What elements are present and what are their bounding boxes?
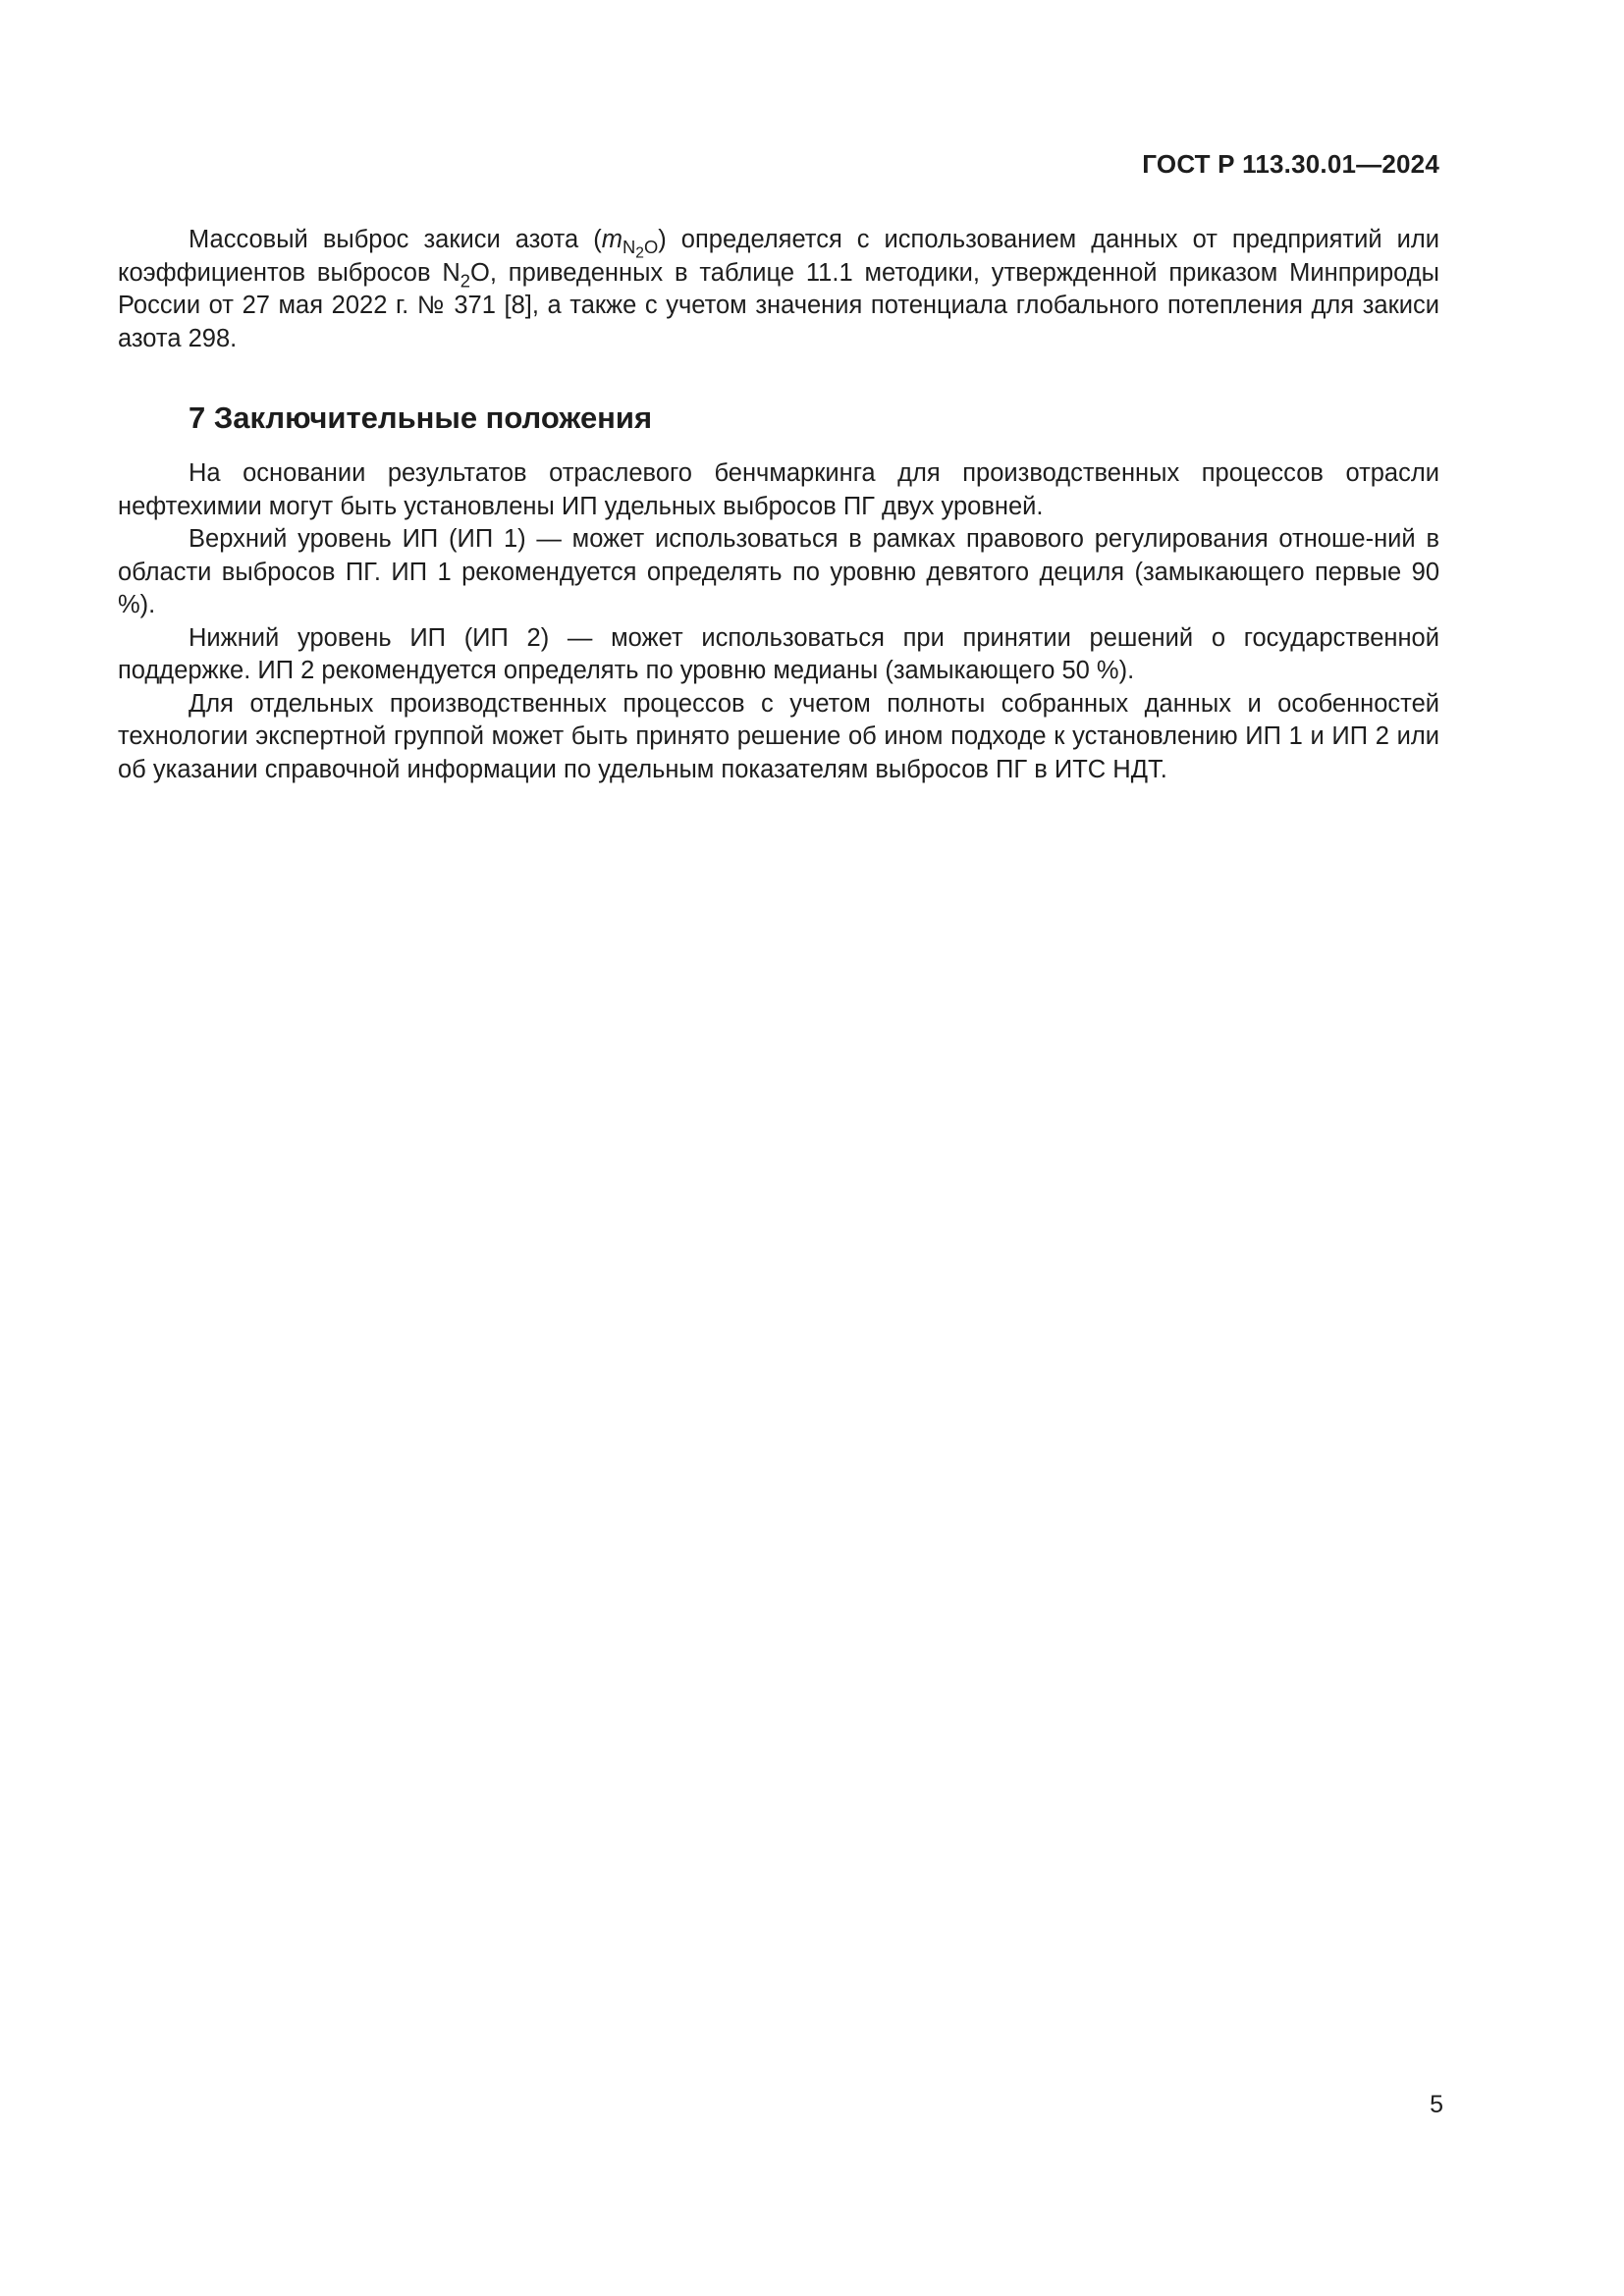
mass-variable-subscript (623, 237, 659, 263)
section-heading: 7 Заключительные положения (189, 400, 653, 435)
intro-text-c: O, приведенных в таблице 11.1 методики, утвержденной приказом Минприроды России от 27 мая 2022 г. № 371 [8], а также с учетом значения потенциала глобального потепления для закиси азота 298. (118, 258, 1439, 352)
page-number: 5 (1430, 2091, 1443, 2118)
subscript-2: 2 (635, 245, 644, 263)
section-paragraph: На основании результатов отраслевого бенчмаркинга для производственных процессов отрасли нефтехимии могут быть установлены ИП удельных выбросов ПГ двух уровней. (118, 459, 1439, 520)
intro-text-b: ) определяется с использованием данных от предприятий или коэффициентов выбросов N (118, 226, 1439, 287)
intro-paragraph (118, 224, 1439, 355)
intro-text-a: Массовый выброс закиси азота ( (189, 226, 602, 253)
subscript-n: N (623, 237, 636, 258)
section-paragraph: Для отдельных производственных процессов с учетом полноты собранных данных и особенностей технологии экспертной группой может быть принято решение об ином подходе к установлению ИП 1 и ИП 2 или об указании справочной информации по удельным показателям выбросов ПГ в ИТС НДТ. (118, 689, 1439, 783)
subscript-o: O (643, 237, 659, 258)
section-body (118, 457, 1439, 786)
section-paragraph: Нижний уровень ИП (ИП 2) — может использоваться при принятии решений о государственной поддержке. ИП 2 рекомендуется определять по уровню медианы (замыкающего 50 %). (118, 623, 1439, 684)
mass-variable: m (601, 226, 623, 253)
section-paragraph: Верхний уровень ИП (ИП 1) — может использоваться в рамках правового регулирования отноше-ний в области выбросов ПГ. ИП 1 рекомендуется определять по уровню девятого дециля (замыкающего первые 90 %). (118, 525, 1439, 618)
intro-block (118, 224, 1439, 355)
n2o-subscript: 2 (460, 269, 470, 291)
document-code: ГОСТ Р 113.30.01—2024 (1142, 149, 1439, 179)
